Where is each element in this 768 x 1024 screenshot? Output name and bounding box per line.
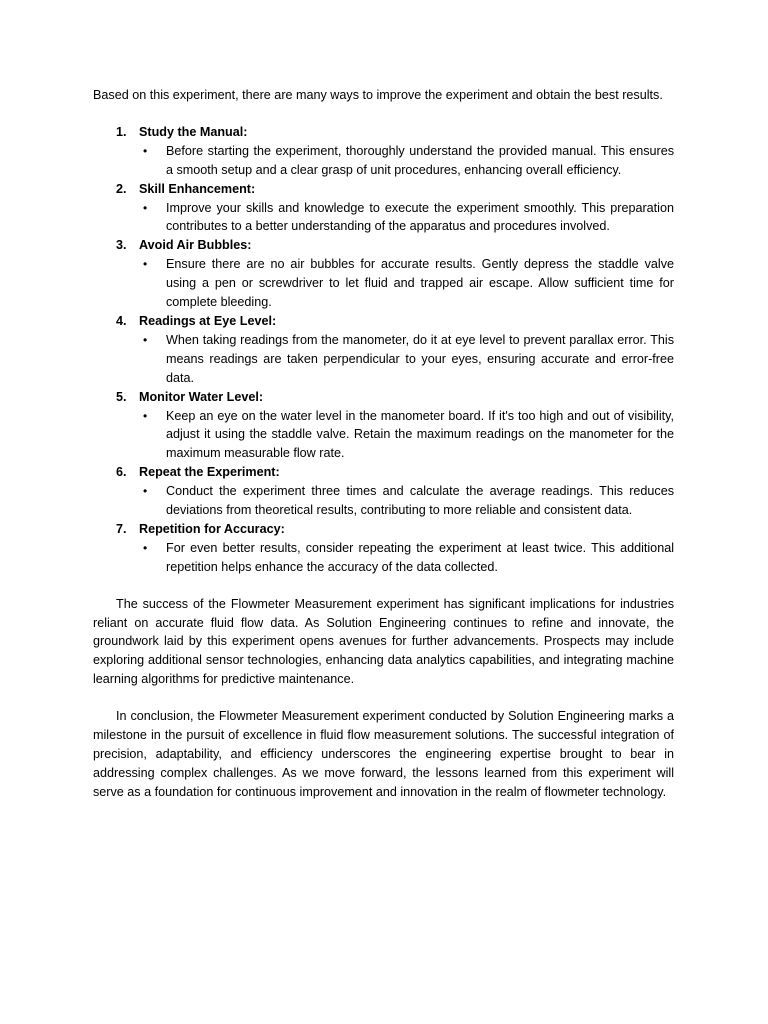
bullet-icon: • [143,408,148,423]
step-bullets [93,199,674,237]
step-bullet [93,199,674,237]
step-item [93,520,674,577]
step-number: 5. [116,389,127,404]
step-bullet [93,142,674,180]
step-bullets [93,539,674,577]
intro-paragraph: Based on this experiment, there are many ways to improve the experiment and obtain the best results. [93,88,663,102]
step-bullets [93,142,674,180]
step-number: 7. [116,521,127,536]
step-title: Study the Manual: [139,124,248,139]
conclusion-paragraph: In conclusion, the Flowmeter Measurement experiment conducted by Solution Engineering marks a milestone in the pursuit of excellence in fluid flow measurement solutions. The successful integration of precision, adaptability, and efficiency underscores the engineering expertise brought to bear in addressing complex challenges. As we move forward, the lessons learned from this experiment will serve as a foundation for continuous improvement and innovation in the realm of flowmeter technology. [93,709,674,799]
success-paragraph: The success of the Flowmeter Measurement experiment has significant implications for industries reliant on accurate fluid flow data. As Solution Engineering continues to refine and innovate, the groundwork laid by this experiment opens avenues for further advancements. Prospects may include exploring additional sensor technologies, enhancing data analytics capabilities, and integrating machine learning algorithms for predictive maintenance. [93,596,674,687]
step-item [93,463,674,520]
step-text: Conduct the experiment three times and calculate the average readings. This reduces deviations from theoretical results, contributing to more reliable and consistent data. [166,484,674,518]
document-page [93,86,674,802]
bullet-icon: • [143,143,148,158]
step-number: 6. [116,465,127,480]
step-item [93,236,674,312]
step-heading [93,236,674,255]
step-bullet [93,407,674,464]
step-title: Readings at Eye Level: [139,313,277,328]
step-bullets [93,482,674,520]
step-heading [93,388,674,407]
bullet-icon: • [143,200,148,215]
step-item [93,312,674,388]
bullet-icon: • [143,540,148,555]
step-title: Skill Enhancement: [139,181,256,196]
step-number: 1. [116,124,127,139]
step-number: 2. [116,181,127,196]
step-item [93,123,674,180]
step-text: When taking readings from the manometer, do it at eye level to prevent parallax error. This means readings are taken perpendicular to your eyes, ensuring accurate and error-free data. [166,332,674,385]
step-bullet [93,331,674,388]
step-title: Monitor Water Level: [139,389,264,404]
step-title: Repeat the Experiment: [139,465,280,480]
step-heading [93,520,674,539]
bullet-icon: • [143,257,148,272]
improvement-steps-list [93,123,674,577]
step-number: 4. [116,313,127,328]
step-text: Improve your skills and knowledge to execute the experiment smoothly. This preparation contributes to a better understanding of the apparatus and procedures involved. [166,200,674,234]
step-number: 3. [116,238,127,253]
step-title: Repetition for Accuracy: [139,521,285,536]
bullet-icon: • [143,332,148,347]
step-title: Avoid Air Bubbles: [139,238,252,253]
step-bullet [93,255,674,312]
step-bullets [93,255,674,312]
step-item [93,388,674,464]
step-heading [93,180,674,199]
step-bullet [93,482,674,520]
step-heading [93,463,674,482]
step-heading [93,123,674,142]
step-bullets [93,331,674,388]
step-bullets [93,407,674,464]
step-text: Keep an eye on the water level in the manometer board. If it's too high and out of visibility, adjust it using the staddle valve. Retain the maximum readings on the manometer for the maximum measurable flow rate. [166,408,674,461]
step-item [93,180,674,237]
step-bullet [93,539,674,577]
step-heading [93,312,674,331]
bullet-icon: • [143,484,148,499]
step-text: For even better results, consider repeating the experiment at least twice. This additional repetition helps enhance the accuracy of the data collected. [166,540,674,574]
step-text: Before starting the experiment, thoroughly understand the provided manual. This ensures a smooth setup and a clear grasp of unit procedures, enhancing overall efficiency. [166,143,674,177]
step-text: Ensure there are no air bubbles for accurate results. Gently depress the staddle valve using a pen or screwdriver to let fluid and trapped air escape. Allow sufficient time for complete bleeding. [166,257,674,310]
